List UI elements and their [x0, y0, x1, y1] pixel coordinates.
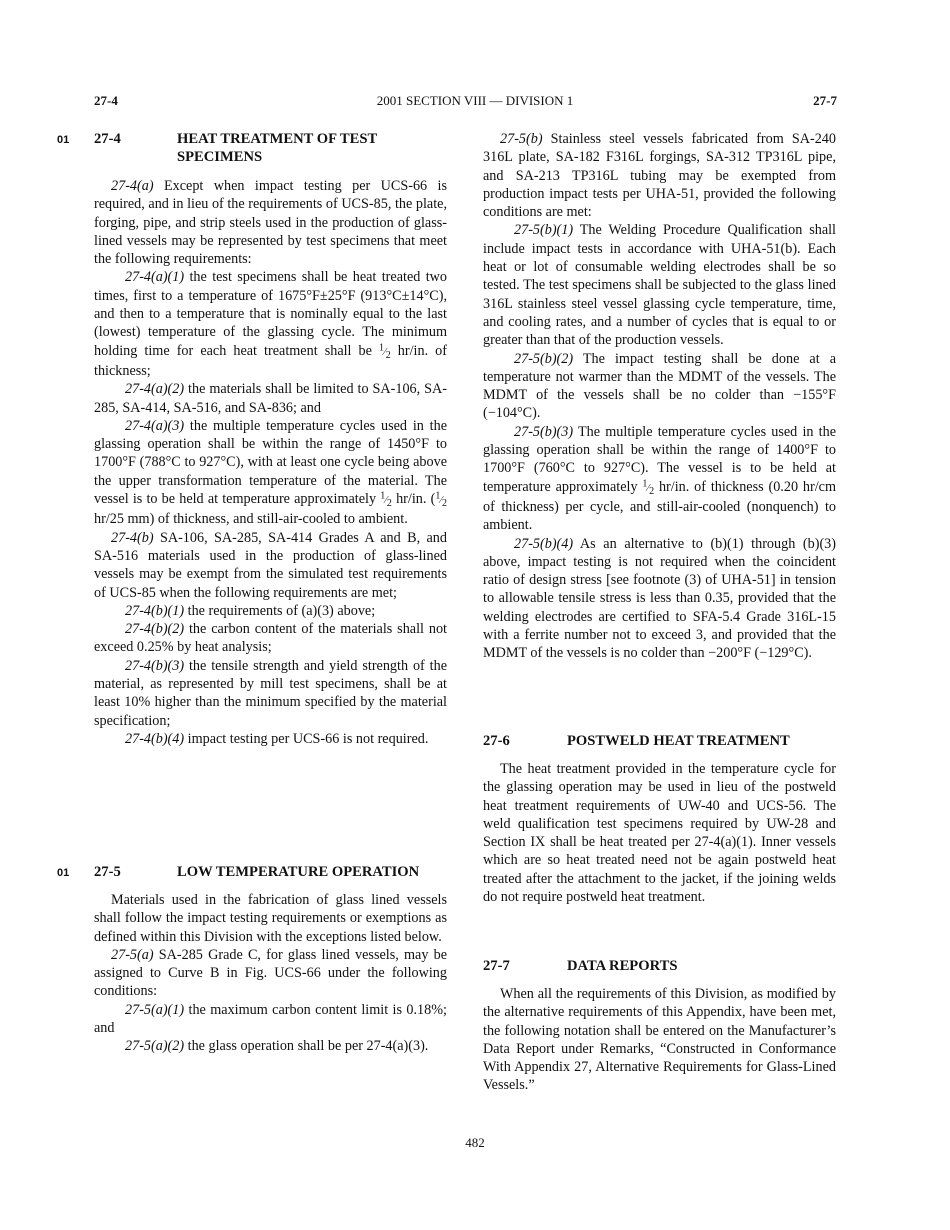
- fraction: $^1⁄_2$: [642, 478, 655, 497]
- paragraph: 27-5(b)(2) The impact testing shall be done at a temperature not warmer than the MDMT of the vessels. The MDMT of the vessels shall be no colder than −155°F (−104°C).: [483, 350, 836, 422]
- revision-mark: 01: [57, 867, 70, 879]
- section-body-27-6: [483, 760, 836, 906]
- section-heading-27-6: [483, 732, 843, 752]
- page-number: 482: [465, 1135, 485, 1150]
- paragraph: 27-5(b)(3) The multiple temperature cycles used in the glassing operation shall be within the range of 1400°F to 1700°F (760°C to 927°C). The vessel is to be held at temperature approximately $^1⁄_2$ hr/in. of thickness (0.20 hr/cm of thickness) per cycle, and still-air-cooled (nonquench) to ambient.: [483, 423, 836, 534]
- paragraph: 27-5(b) Stainless steel vessels fabricated from SA-240 316L plate, SA-182 F316L forgings, SA-312 TP316L pipe, and SA-213 TP316L tubing may be exempted from production impact tests per UHA-51, provided the following conditions are met:: [483, 131, 836, 221]
- section-heading-27-7: [483, 957, 843, 977]
- paragraph: 27-4(b)(2) the carbon content of the materials shall not exceed 0.25% by heat analysis;: [94, 621, 447, 656]
- section-title: LOW TEMPERATURE OPERATION: [177, 864, 420, 880]
- paragraph: 27-4(b)(4) impact testing per UCS-66 is not required.: [125, 730, 429, 747]
- paragraph: 27-5(a)(2) the glass operation shall be per 27-4(a)(3).: [125, 1038, 429, 1055]
- paragraph: 27-4(a) Except when impact testing per UCS-66 is required, and in lieu of the requirements of UCS-85, the plate, forging, pipe, and strip steels used in the production of glass-lined vessels may be represented by test specimens that meet the following requirements:: [94, 178, 447, 268]
- section-heading-27-4: [94, 130, 454, 168]
- header-right: 27-7: [813, 93, 837, 108]
- section-body-27-5-b: [483, 130, 836, 663]
- section-title: HEAT TREATMENT OF TEST SPECIMENS: [177, 131, 378, 166]
- paragraph: Materials used in the fabrication of glass lined vessels shall follow the impact testing requirements or exemptions as defined within this Division with the exceptions listed below.: [94, 892, 447, 945]
- paragraph: 27-5(a)(1) the maximum carbon content limit is 0.18%; and: [94, 1001, 447, 1037]
- section-number: 27-5: [94, 864, 121, 880]
- fraction: $^1⁄_2$: [380, 490, 392, 510]
- paragraph: 27-4(b)(1) the requirements of (a)(3) above;: [125, 602, 376, 619]
- section-title: DATA REPORTS: [567, 958, 678, 974]
- paragraph: 27-5(a) SA-285 Grade C, for glass lined vessels, may be assigned to Curve B in Fig. UCS-66 under the following conditions:: [94, 946, 447, 1000]
- paragraph: The heat treatment provided in the temperature cycle for the glassing operation may be used in lieu of the postweld heat treatment requirements of UW-40 and UCS-56. The weld qualification test specimens required by UW-28 and Section IX shall be heat treated per 27-4(a)(1). Inner vessels which are so heat treated need not be again postweld heat treated after the attachment to the jacket, if the joining welds do not require postweld heat treatment.: [483, 761, 836, 906]
- paragraph: 27-5(b)(1) The Welding Procedure Qualification shall include impact tests in accordance with UHA-51(b). Each heat or lot of consumable welding electrodes shall be so tested. The test specimens shall be subjected to the glass lined 316L stainless steel vessel glassing cycle temperature, time, and cooling rates, and a number of cycles that is equal to or greater than that of the production vessels.: [483, 222, 836, 349]
- paragraph: 27-4(b)(3) the tensile strength and yield strength of the material, as represented by mill test specimens, shall be at least 10% higher than the minimum specified by the material specification;: [94, 657, 447, 729]
- fraction: $^1⁄_2$: [435, 490, 447, 510]
- section-number: 27-6: [483, 733, 510, 749]
- fraction: $^1⁄_2$: [379, 342, 391, 361]
- paragraph: 27-4(a)(3) the multiple temperature cycles used in the glassing operation shall be within the range of 1450°F to 1700°F (788°C to 927°C), with at least one cycle being above the upper transformation temperature of the material. The vessel is to be held at temperature approximately $^1⁄_2$ hr/in. ($^1⁄_2$ hr/25 mm) of thickness, and still-air-cooled to ambient.: [94, 417, 447, 528]
- paragraph: When all the requirements of this Division, as modified by the alternative requirements of this Appendix, have been met, the following notation shall be entered on the Manufacturer’s Data Report under Remarks, “Constructed in Conformance With Appendix 27, Alternative Requirements for Glass-Lined Vessels.”: [483, 986, 836, 1094]
- header-center: 2001 SECTION VIII — DIVISION 1: [376, 93, 574, 108]
- paragraph: 27-4(b) SA-106, SA-285, SA-414 Grades A and B, and SA-516 materials used in the production of glass-lined vessels may be exempt from the simulated test requirements of UCS-85 when the following requirements are met;: [94, 529, 447, 601]
- revision-mark: 01: [57, 134, 70, 146]
- paragraph: 27-5(b)(4) As an alternative to (b)(1) through (b)(3) above, impact testing is not required when the coincident ratio of design stress [see footnote (3) of UHA-51] in tension to allowable tensile stress is less than 0.35, provided that the welding electrodes are certified to SFA-5.4 Grade 316L-15 with a ferrite number not to exceed 3, and provided that the MDMT of the vessels is no colder than −200°F (−129°C).: [483, 535, 836, 662]
- section-number: 27-4: [94, 131, 121, 147]
- paragraph: 27-4(a)(2) the materials shall be limited to SA-106, SA-285, SA-414, SA-516, and SA-836; and: [94, 381, 447, 416]
- section-body-27-5: [94, 891, 447, 1056]
- section-title: POSTWELD HEAT TREATMENT: [567, 733, 790, 749]
- section-body-27-7: [483, 985, 836, 1095]
- section-body-27-4: [94, 177, 447, 748]
- header-left: 27-4: [94, 93, 118, 108]
- paragraph: 27-4(a)(1) the test specimens shall be heat treated two times, first to a temperature of 1675°F±25°F (913°C±14°C), and then to a temperature that is nominally equal to the last (lowest) temperature of the glassing cycle. The minimum holding time for each heat treatment shall be $^1⁄_2$ hr/in. of thickness;: [94, 269, 447, 379]
- section-number: 27-7: [483, 958, 510, 974]
- section-heading-27-5: [94, 863, 454, 883]
